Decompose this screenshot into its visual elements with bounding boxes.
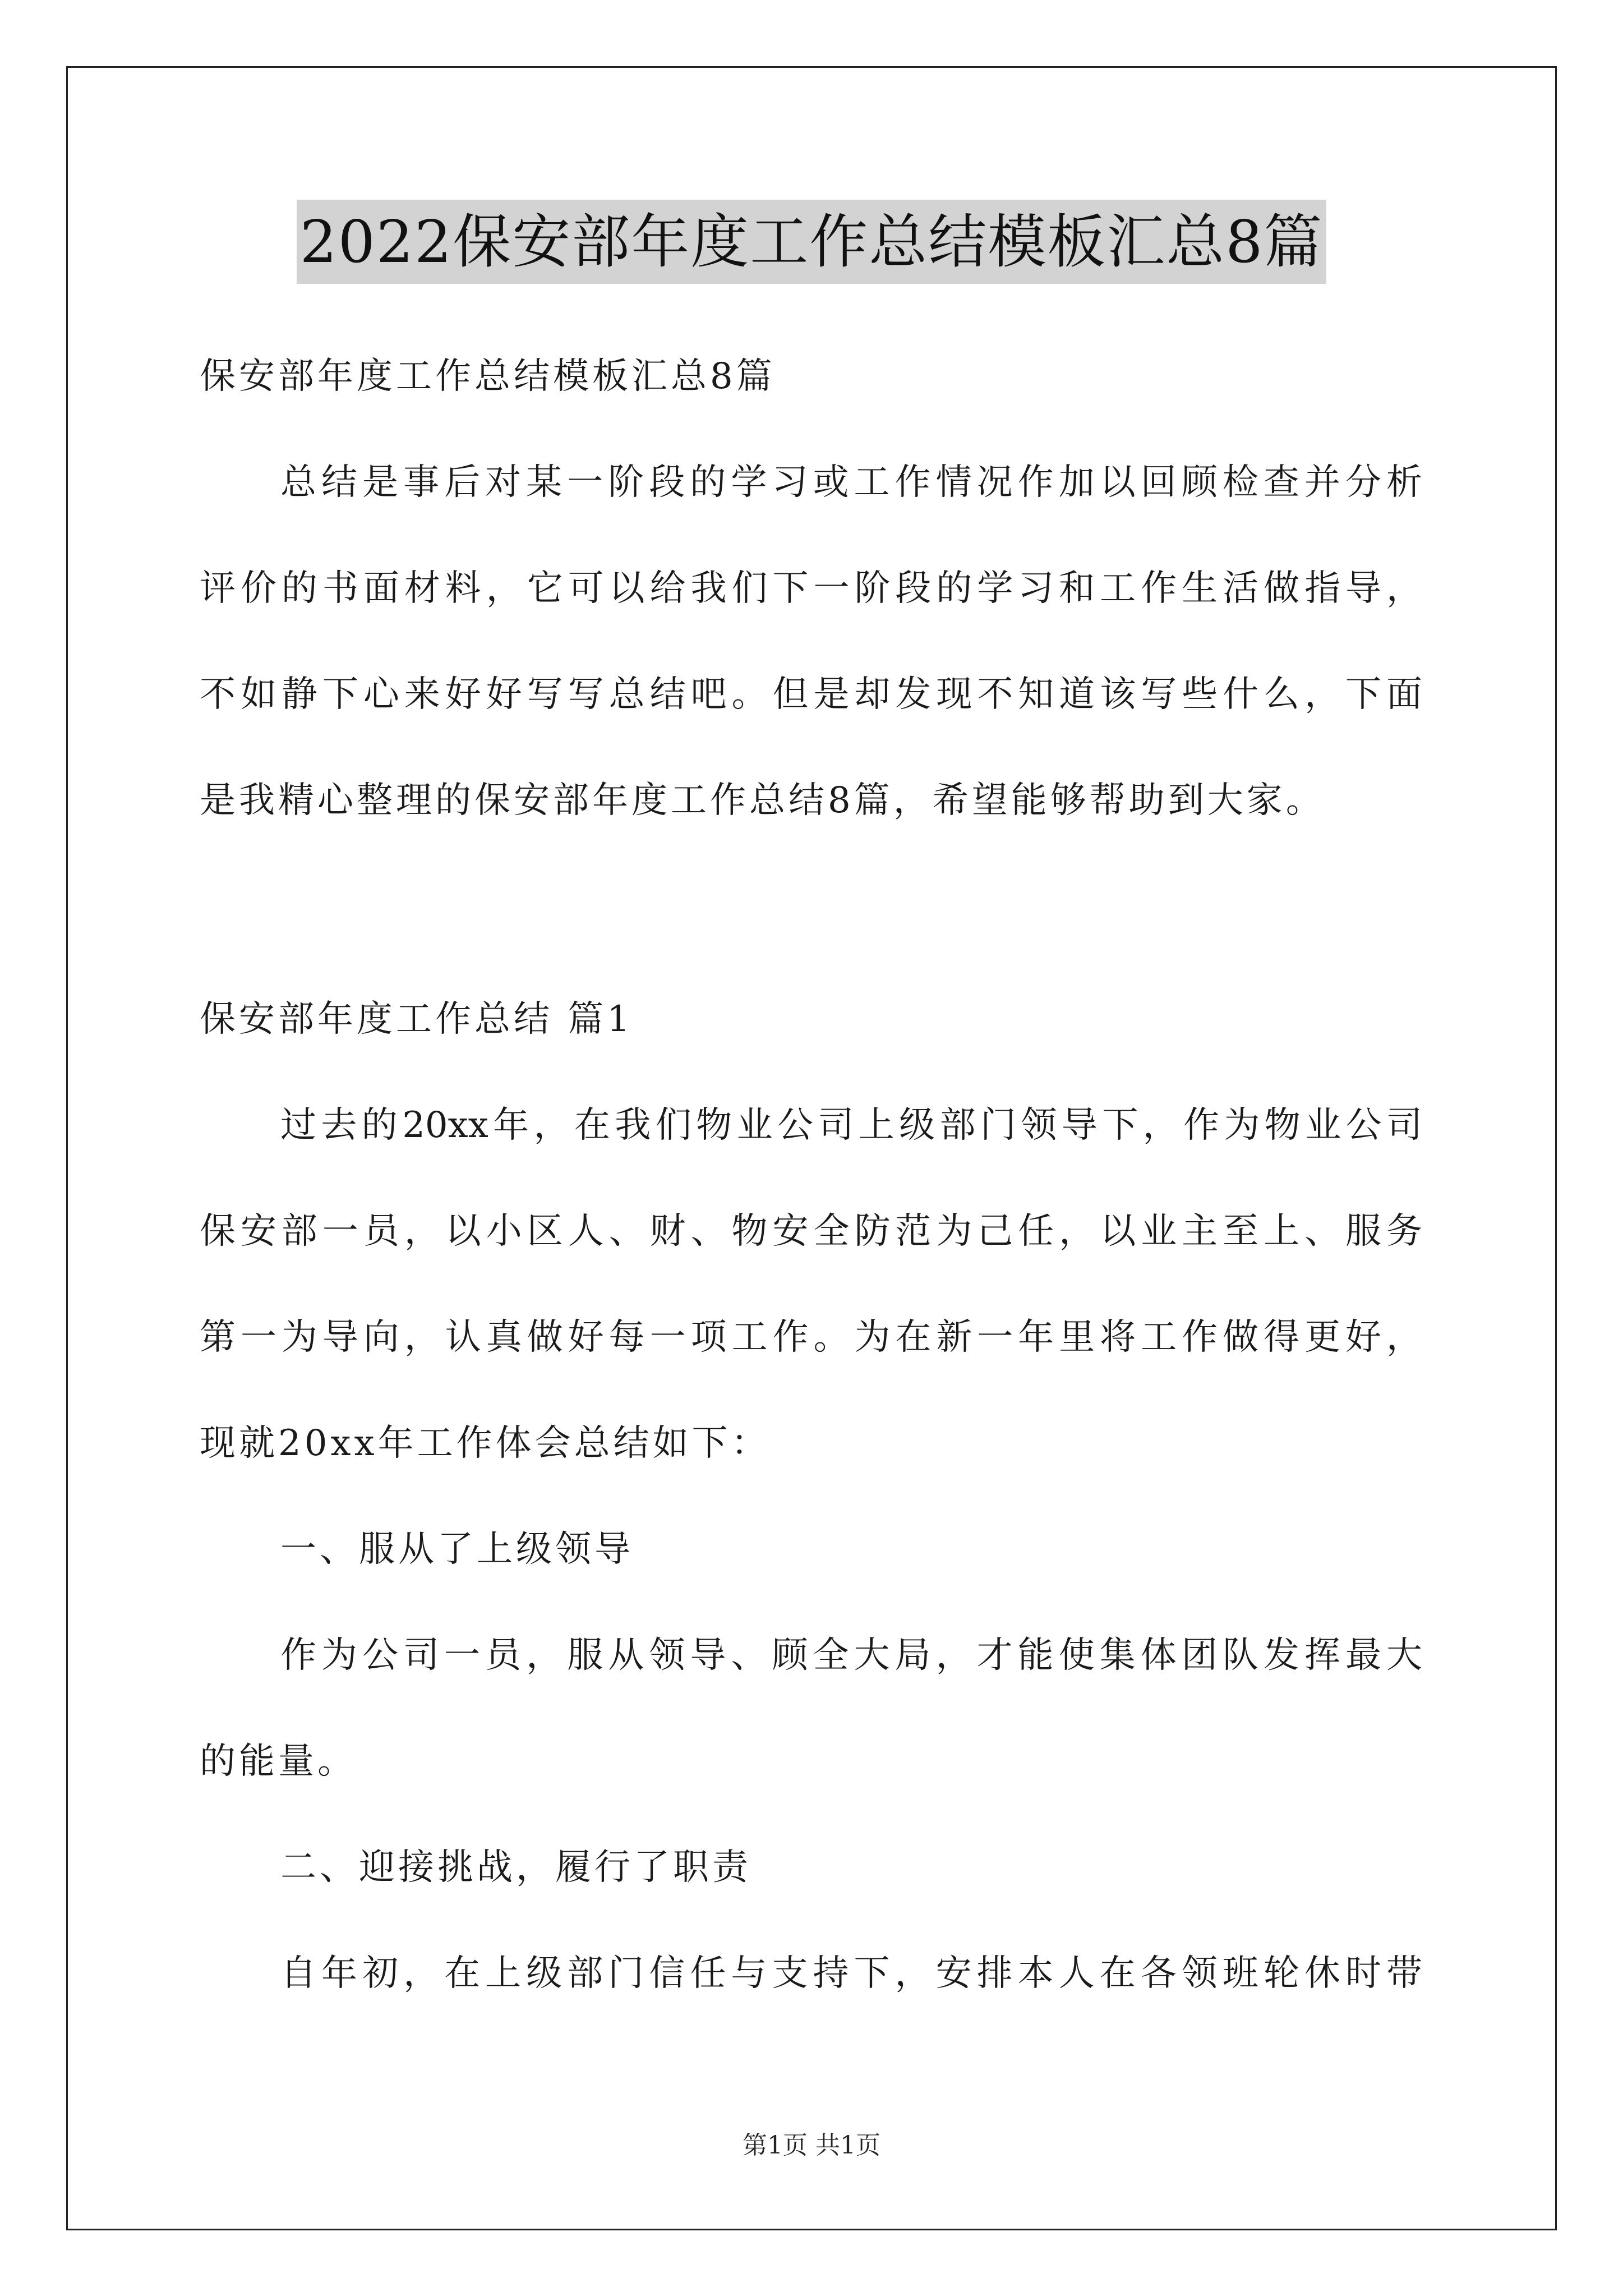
point2-line-1: 自年初，在上级部门信任与支持下，安排本人在各领班轮休时带 xyxy=(280,1953,1422,1994)
document-subtitle: 保安部年度工作总结模板汇总8篇 xyxy=(200,356,776,397)
document-title: 2022保安部年度工作总结模板汇总8篇 xyxy=(297,200,1327,284)
section1-line-2: 保安部一员，以小区人、财、物安全防范为己任，以业主至上、服务 xyxy=(200,1211,1422,1252)
section1-line-4: 现就20xx年工作体会总结如下： xyxy=(200,1423,771,1464)
title-container xyxy=(0,200,1623,284)
point1-heading: 一、服从了上级领导 xyxy=(280,1529,634,1570)
section1-line-3: 第一为导向，认真做好每一项工作。为在新一年里将工作做得更好， xyxy=(200,1317,1422,1358)
intro-line-3: 不如静下心来好好写写总结吧。但是却发现不知道该写些什么，下面 xyxy=(200,674,1422,715)
section-heading: 保安部年度工作总结 篇1 xyxy=(200,999,634,1040)
intro-line-1: 总结是事后对某一阶段的学习或工作情况作加以回顾检查并分析 xyxy=(280,462,1422,503)
point1-line-1: 作为公司一员，服从领导、顾全大局，才能使集体团队发挥最大 xyxy=(280,1635,1422,1676)
point2-heading: 二、迎接挑战，履行了职责 xyxy=(280,1847,751,1888)
point1-line-2: 的能量。 xyxy=(200,1741,357,1782)
section1-line-1: 过去的20xx年，在我们物业公司上级部门领导下，作为物业公司 xyxy=(280,1105,1422,1146)
page-footer: 第1页 共1页 xyxy=(743,2131,880,2160)
intro-line-4: 是我精心整理的保安部年度工作总结8篇，希望能够帮助到大家。 xyxy=(200,780,1325,821)
intro-line-2: 评价的书面材料，它可以给我们下一阶段的学习和工作生活做指导， xyxy=(200,568,1422,609)
